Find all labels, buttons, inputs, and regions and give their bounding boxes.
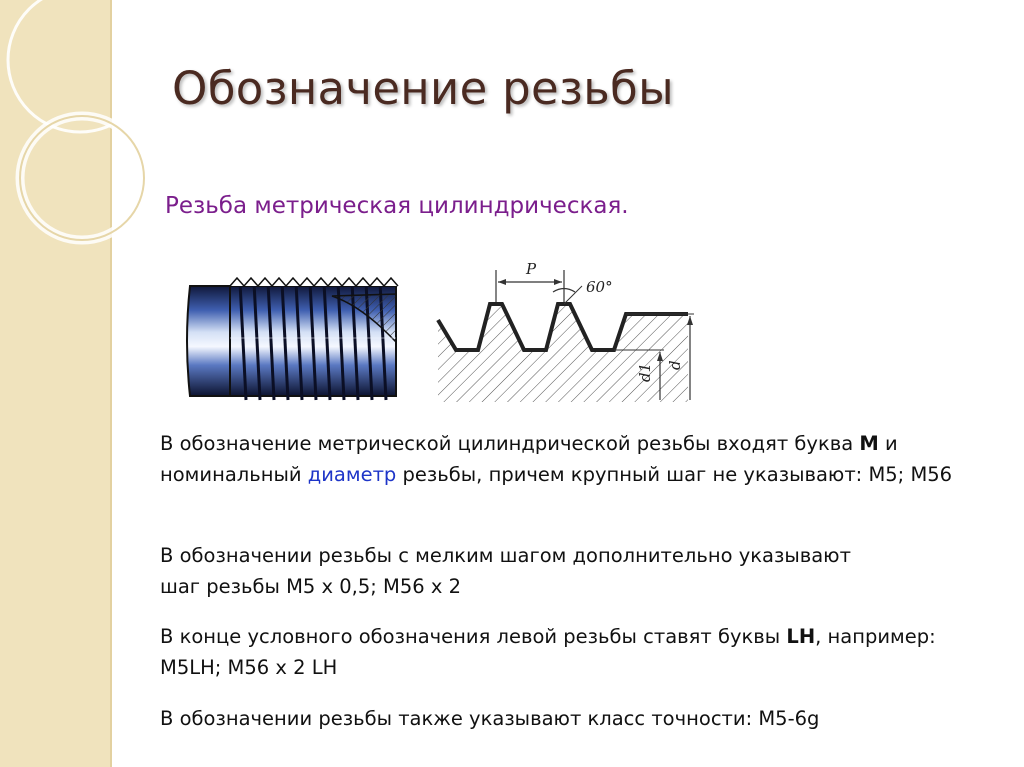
paragraph-3: В конце условного обозначения левой резьбы ставят буквы LH, например: M5LH; M56 х 2 LH <box>160 625 936 679</box>
slide-title: Обозначение резьбы <box>172 62 674 115</box>
diameter-link[interactable]: диаметр <box>307 463 397 486</box>
letters-lh: LH <box>786 625 816 648</box>
slide-subtitle: Резьба метрическая цилиндрическая. <box>165 193 629 219</box>
paragraph-1: В обозначение метрической цилиндрической резьбы входят буква М и номинальный диаметр резьбы, причем крупный шаг не указывают: М5; М56 <box>160 432 953 486</box>
decorative-circles <box>0 0 180 280</box>
thread-profile-diagram <box>428 252 708 412</box>
angle-label: 60° <box>586 278 613 296</box>
paragraph-4: В обозначении резьбы также указывают класс точности: М5-6g <box>160 707 820 730</box>
major-diameter-label: d <box>666 360 684 370</box>
bolt-thread-illustration <box>182 272 404 410</box>
pitch-label: P <box>526 260 537 278</box>
minor-diameter-label: d1 <box>636 362 654 382</box>
letter-m: М <box>859 432 879 455</box>
paragraph-2: В обозначении резьбы с мелким шагом дополнительно указывают шаг резьбы М5 х 0,5; М56 х 2 <box>160 544 851 598</box>
